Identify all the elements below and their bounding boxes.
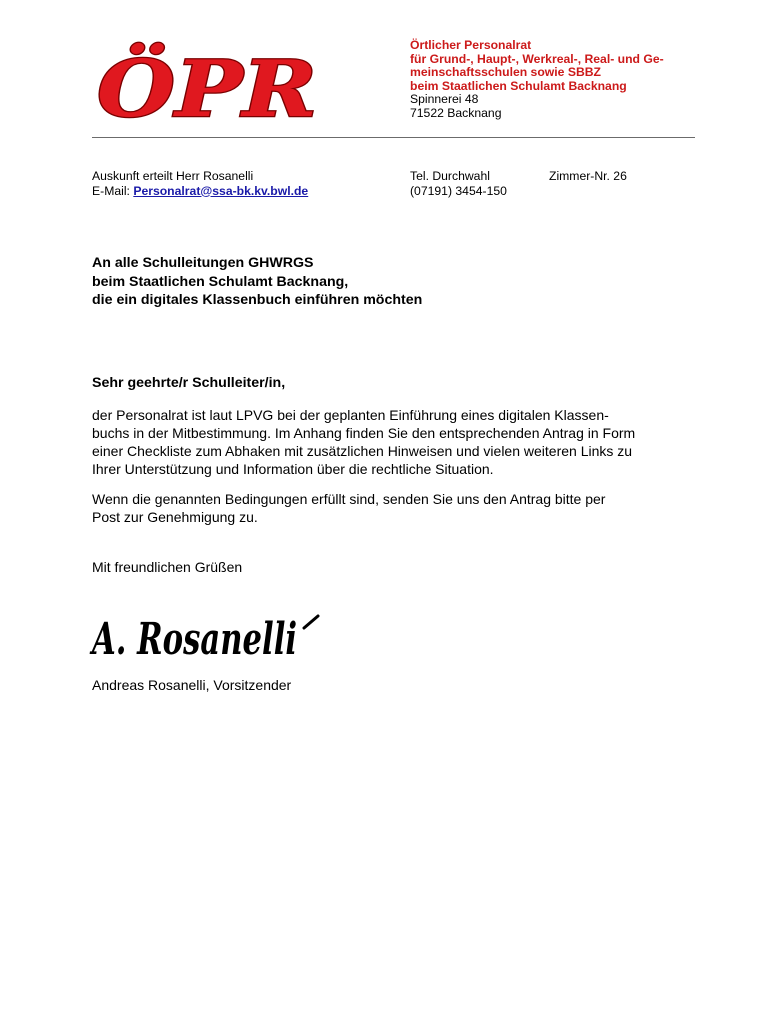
room-info (549, 169, 627, 184)
signature-text: A. Rosanelli (89, 614, 298, 665)
closing: Mit freundlichen Grüßen (92, 559, 243, 575)
paragraph-line: Post zur Genehmigung zu. (92, 509, 258, 525)
recipient-line: An alle Schulleitungen GHWRGS (92, 255, 314, 271)
paragraph-line: Wenn die genannten Bedingungen erfüllt sind, senden Sie uns den Antrag bitte per (92, 491, 606, 507)
email-label: E-Mail: (92, 183, 134, 198)
org-line: beim Staatlichen Schulamt Backnang (410, 78, 627, 93)
contact-info (92, 169, 308, 198)
opr-logo-graphic (95, 38, 320, 135)
opr-logo (95, 38, 320, 135)
room-number: Zimmer-Nr. 26 (549, 169, 627, 183)
contact-person: Auskunft erteilt Herr Rosanelli (92, 169, 254, 183)
body-paragraph-2 (92, 490, 712, 526)
org-line: für Grund-, Haupt-, Werkreal-, Real- und Ge- (410, 51, 664, 66)
recipient-block (92, 254, 422, 310)
phone-label: Tel. Durchwahl (410, 169, 490, 183)
signature-graphic (90, 608, 340, 670)
paragraph-line: buchs in der Mitbestimmung. Im Anhang finden Sie den entsprechenden Antrag in Form (92, 425, 636, 441)
signer-name: Andreas Rosanelli, Vorsitzender (92, 677, 292, 693)
org-line: meinschaftsschulen sowie SBBZ (410, 65, 601, 79)
signature (90, 608, 340, 670)
org-line: Örtlicher Personalrat (410, 38, 532, 52)
organization-block (410, 39, 710, 120)
phone-number: (07191) 3454-150 (410, 183, 507, 198)
recipient-line: die ein digitales Klassenbuch einführen möchten (92, 292, 423, 308)
logo-text: ÖPR (97, 44, 289, 135)
header-divider (92, 137, 695, 138)
email-row (92, 184, 308, 199)
paragraph-line: Ihrer Unterstützung und Information über die rechtliche Situation. (92, 461, 494, 477)
salutation: Sehr geehrte/r Schulleiter/in, (92, 375, 286, 391)
paragraph-line: einer Checkliste zum Abhaken mit zusätzlichen Hinweisen und vielen weiteren Links zu (92, 443, 633, 459)
phone-info (410, 169, 507, 198)
address-line: Spinnerei 48 (410, 92, 479, 106)
recipient-line: beim Staatlichen Schulamt Backnang, (92, 273, 349, 290)
signature-flourish (304, 616, 318, 628)
email-link[interactable]: Personalrat@ssa-bk.kv.bwl.de (133, 183, 309, 198)
address-line: 71522 Backnang (410, 105, 502, 120)
paragraph-line: der Personalrat ist laut LPVG bei der geplanten Einführung eines digitalen Klassen- (92, 407, 609, 423)
body-paragraph-1 (92, 406, 712, 478)
